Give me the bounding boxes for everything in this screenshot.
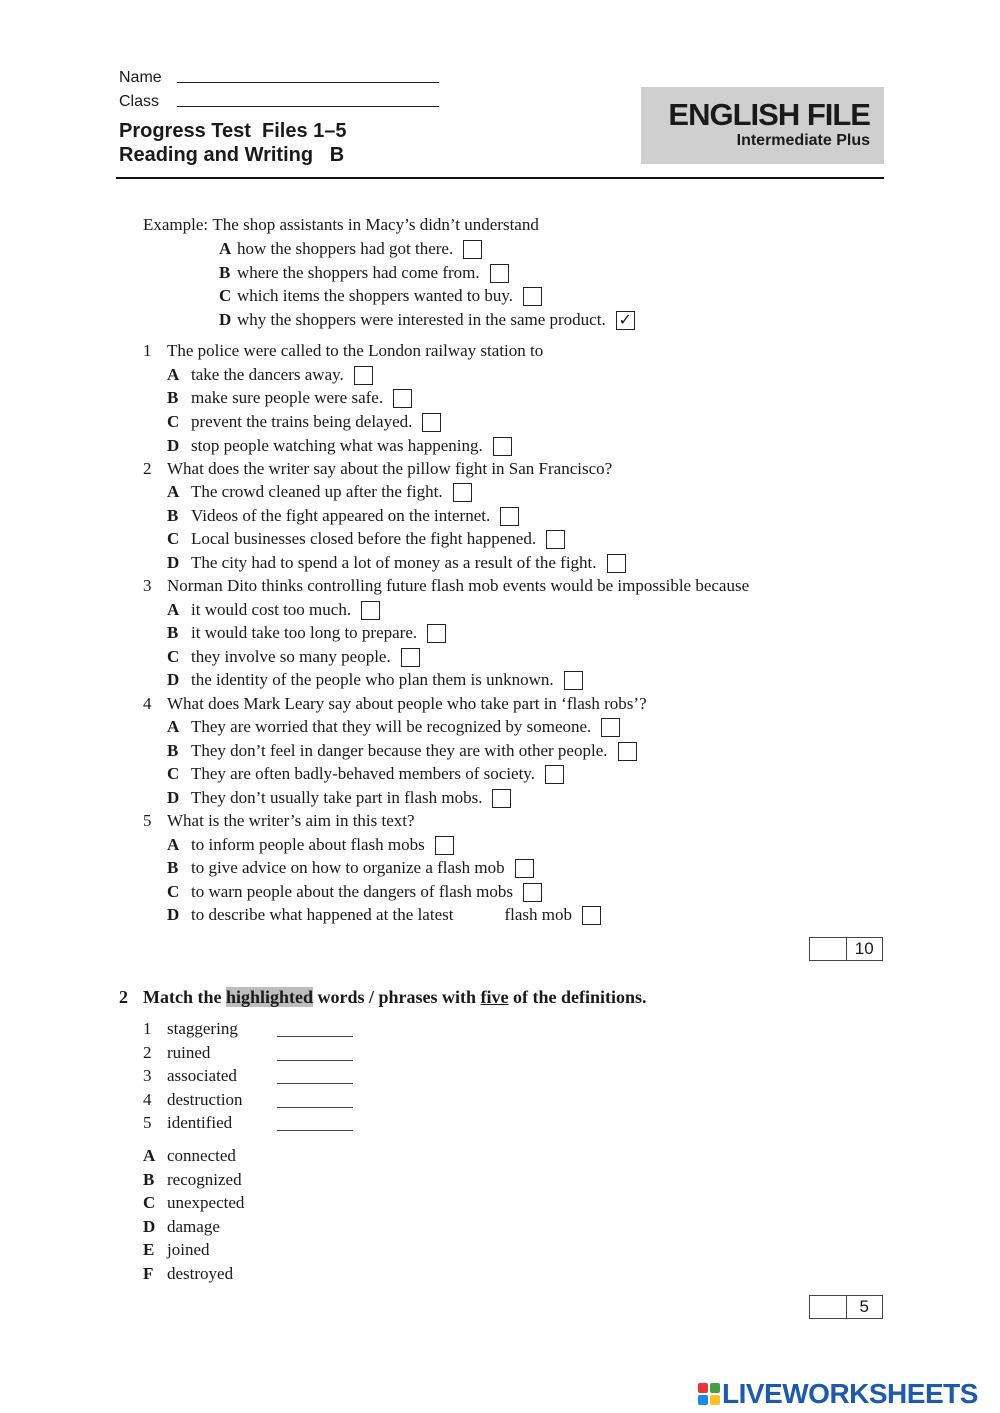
answer-checkbox[interactable]	[453, 483, 472, 502]
answer-checkbox[interactable]	[582, 906, 601, 925]
match-word-row	[143, 1065, 353, 1087]
definition-letter: C	[143, 1193, 156, 1212]
option-text: They don’t usually take part in flash mobs.	[191, 788, 483, 807]
option-text: to describe what happened at the latest flash mob	[191, 905, 572, 924]
question-option	[167, 834, 454, 856]
question-option	[167, 740, 637, 762]
option-letter: A	[219, 239, 232, 258]
answer-checkbox[interactable]	[393, 389, 412, 408]
question-text: What is the writer’s aim in this text?	[167, 811, 415, 830]
answer-checkbox[interactable]	[435, 836, 454, 855]
instruction-mid: words / phrases with	[313, 987, 481, 1007]
option-letter: B	[167, 388, 179, 407]
option-text: make sure people were safe.	[191, 388, 384, 407]
answer-checkbox[interactable]	[607, 554, 626, 573]
option-text: to give advice on how to organize a flash mob	[191, 858, 505, 877]
option-text: which items the shoppers wanted to buy.	[237, 286, 514, 305]
option-text: to warn people about the dangers of flash mobs	[191, 882, 513, 901]
option-letter: C	[167, 529, 180, 548]
definition-row	[143, 1216, 220, 1238]
answer-checkbox[interactable]	[427, 624, 446, 643]
option-letter: B	[167, 858, 179, 877]
answer-checkbox[interactable]	[401, 648, 420, 667]
match-word: staggering	[167, 1019, 238, 1038]
option-letter: B	[219, 263, 231, 282]
brand-logo	[641, 87, 884, 164]
liveworksheets-icon	[698, 1383, 720, 1405]
liveworksheets-wordmark: LIVEWORKSHEETS	[722, 1378, 978, 1409]
question-number: 5	[143, 811, 152, 830]
test-title	[119, 119, 347, 167]
logo-square	[710, 1383, 720, 1393]
match-word: associated	[167, 1066, 237, 1085]
definition-row	[143, 1169, 242, 1191]
score-total: 10	[854, 939, 874, 958]
question-stem	[143, 810, 415, 832]
question-number: 1	[143, 341, 152, 360]
word-number: 3	[143, 1066, 152, 1085]
score-box-section2	[809, 1295, 883, 1319]
logo-square	[698, 1383, 708, 1393]
test-title-line1: Progress Test Files 1–5	[119, 120, 347, 142]
option-letter: A	[167, 835, 180, 854]
option-letter: B	[167, 623, 179, 642]
word-number: 5	[143, 1113, 152, 1132]
match-word-row	[143, 1112, 353, 1134]
answer-checkbox[interactable]	[515, 859, 534, 878]
option-letter: B	[167, 506, 179, 525]
question-number: 3	[143, 576, 152, 595]
name-field-row	[119, 63, 439, 87]
option-letter: C	[219, 286, 232, 305]
question-text: Norman Dito thinks controlling future flash mob events would be impossible because	[167, 576, 750, 595]
question-text: The police were called to the London railway station to	[167, 341, 544, 360]
question-option	[167, 505, 519, 527]
definition-row	[143, 1192, 244, 1214]
option-letter: D	[167, 670, 180, 689]
definition-letter: B	[143, 1170, 155, 1189]
option-letter: D	[167, 436, 180, 455]
answer-blank[interactable]	[277, 1115, 353, 1131]
answer-checkbox[interactable]	[354, 366, 373, 385]
logo-square	[698, 1395, 708, 1405]
definition-row	[143, 1239, 210, 1261]
name-label: Name	[119, 69, 162, 86]
answer-checkbox[interactable]	[523, 883, 542, 902]
option-text: They don’t feel in danger because they are with other people.	[191, 741, 608, 760]
example-option	[219, 309, 635, 331]
question-option	[167, 787, 511, 809]
option-letter: A	[167, 717, 180, 736]
question-stem	[143, 458, 612, 480]
option-letter: D	[167, 905, 180, 924]
option-text: The city had to spend a lot of money as a result of the fight.	[191, 553, 597, 572]
question-option	[167, 763, 564, 785]
option-text: they involve so many people.	[191, 647, 391, 666]
question-option	[167, 528, 565, 550]
answer-checkbox[interactable]	[523, 287, 542, 306]
question-text: What does the writer say about the pillow fight in San Francisco?	[167, 459, 613, 478]
definition-letter: A	[143, 1146, 156, 1165]
answer-checkbox[interactable]	[546, 530, 565, 549]
example-prefix: Example:	[143, 215, 209, 234]
match-word-row	[143, 1018, 353, 1040]
option-letter: C	[167, 882, 180, 901]
option-text: it would cost too much.	[191, 600, 352, 619]
question-number: 2	[143, 459, 152, 478]
example-stem-text: The shop assistants in Macy’s didn’t understand	[212, 215, 539, 234]
definition-row	[143, 1145, 236, 1167]
option-letter: C	[167, 412, 180, 431]
option-text: stop people watching what was happening.	[191, 436, 483, 455]
answer-checkbox[interactable]	[618, 742, 637, 761]
question-option	[167, 552, 626, 574]
question-option	[167, 387, 412, 409]
definition-text: unexpected	[167, 1193, 245, 1212]
highlighted-word: highlighted	[225, 987, 314, 1007]
score-total: 5	[859, 1297, 869, 1316]
question-option	[167, 646, 420, 668]
checkmark-checkbox[interactable]: ✓	[616, 311, 635, 330]
question-option	[167, 599, 380, 621]
option-text: it would take too long to prepare.	[191, 623, 418, 642]
definition-letter: F	[143, 1264, 154, 1283]
match-word: destruction	[167, 1090, 243, 1109]
option-text: take the dancers away.	[191, 365, 344, 384]
answer-checkbox[interactable]	[564, 671, 583, 690]
question-option	[167, 435, 512, 457]
word-number: 4	[143, 1090, 152, 1109]
section-number: 2	[119, 987, 128, 1007]
question-option	[167, 669, 583, 691]
option-letter: A	[167, 482, 180, 501]
match-word-row	[143, 1042, 353, 1064]
definition-text: connected	[167, 1146, 236, 1165]
score-input[interactable]	[810, 1296, 847, 1318]
option-text: how the shoppers had got there.	[237, 239, 454, 258]
example-option	[219, 262, 509, 284]
answer-checkbox[interactable]	[422, 413, 441, 432]
question-option	[167, 857, 534, 879]
option-text: to inform people about flash mobs	[191, 835, 425, 854]
example-stem	[143, 214, 539, 236]
option-letter: C	[167, 764, 180, 783]
answer-checkbox[interactable]	[601, 718, 620, 737]
answer-checkbox[interactable]	[490, 264, 509, 283]
question-stem	[143, 693, 647, 715]
word-number: 2	[143, 1043, 152, 1062]
student-fields	[119, 63, 439, 111]
definition-text: destroyed	[167, 1264, 234, 1283]
answer-checkbox[interactable]	[500, 507, 519, 526]
definition-letter: D	[143, 1217, 156, 1236]
name-input-line[interactable]	[177, 69, 439, 83]
option-letter: B	[167, 741, 179, 760]
answer-checkbox[interactable]	[493, 437, 512, 456]
answer-blank[interactable]	[277, 1021, 353, 1037]
answer-checkbox[interactable]	[463, 240, 482, 259]
option-text: The crowd cleaned up after the fight.	[191, 482, 443, 501]
option-letter: A	[167, 365, 180, 384]
example-option	[219, 285, 542, 307]
match-word: ruined	[167, 1043, 211, 1062]
option-text: They are often badly-behaved members of society.	[191, 764, 535, 783]
option-text: prevent the trains being delayed.	[191, 412, 413, 431]
answer-blank[interactable]	[277, 1092, 353, 1108]
class-label: Class	[119, 93, 160, 110]
question-option	[167, 481, 472, 503]
question-option	[167, 716, 620, 738]
definition-text: damage	[167, 1217, 220, 1236]
option-text: where the shoppers had come from.	[237, 263, 480, 282]
question-option	[167, 904, 601, 926]
option-text: They are worried that they will be recognized by someone.	[191, 717, 592, 736]
header-divider	[116, 177, 884, 179]
question-option	[167, 622, 446, 644]
question-option	[167, 411, 441, 433]
logo-square	[710, 1395, 720, 1405]
option-letter: D	[167, 553, 180, 572]
instruction-pre: Match the	[143, 987, 226, 1007]
brand-subtitle: Intermediate Plus	[736, 132, 870, 149]
option-text: Videos of the fight appeared on the internet.	[191, 506, 491, 525]
question-option	[167, 364, 373, 386]
class-field-row	[119, 87, 439, 111]
answer-checkbox[interactable]	[492, 789, 511, 808]
liveworksheets-logo[interactable]	[698, 1378, 978, 1410]
underlined-word: five	[480, 987, 509, 1007]
test-title-line2: Reading and Writing B	[119, 144, 345, 166]
option-text: why the shoppers were interested in the same product.	[237, 310, 606, 329]
definition-text: recognized	[167, 1170, 242, 1189]
option-letter: D	[219, 310, 232, 329]
question-number: 4	[143, 694, 152, 713]
answer-blank[interactable]	[277, 1045, 353, 1061]
option-text: Local businesses closed before the fight happened.	[191, 529, 537, 548]
match-word: identified	[167, 1113, 233, 1132]
option-letter: C	[167, 647, 180, 666]
section2-instruction	[119, 985, 647, 1009]
score-box-section1	[809, 937, 883, 961]
example-option	[219, 238, 482, 260]
instruction-post: of the definitions.	[508, 987, 647, 1007]
answer-checkbox[interactable]	[361, 601, 380, 620]
definition-letter: E	[143, 1240, 155, 1259]
answer-blank[interactable]	[277, 1068, 353, 1084]
question-text: What does Mark Leary say about people who take part in ‘flash robs’?	[167, 694, 647, 713]
class-input-line[interactable]	[177, 93, 439, 107]
option-letter: D	[167, 788, 180, 807]
match-word-row	[143, 1089, 353, 1111]
answer-checkbox[interactable]	[545, 765, 564, 784]
definition-text: joined	[167, 1240, 210, 1259]
option-text: the identity of the people who plan them is unknown.	[191, 670, 554, 689]
question-option	[167, 881, 542, 903]
definition-row	[143, 1263, 233, 1285]
brand-title: ENGLISH FILE	[668, 97, 870, 132]
question-stem	[143, 340, 543, 362]
word-number: 1	[143, 1019, 152, 1038]
question-stem	[143, 575, 749, 597]
option-letter: A	[167, 600, 180, 619]
score-input[interactable]	[810, 938, 847, 960]
